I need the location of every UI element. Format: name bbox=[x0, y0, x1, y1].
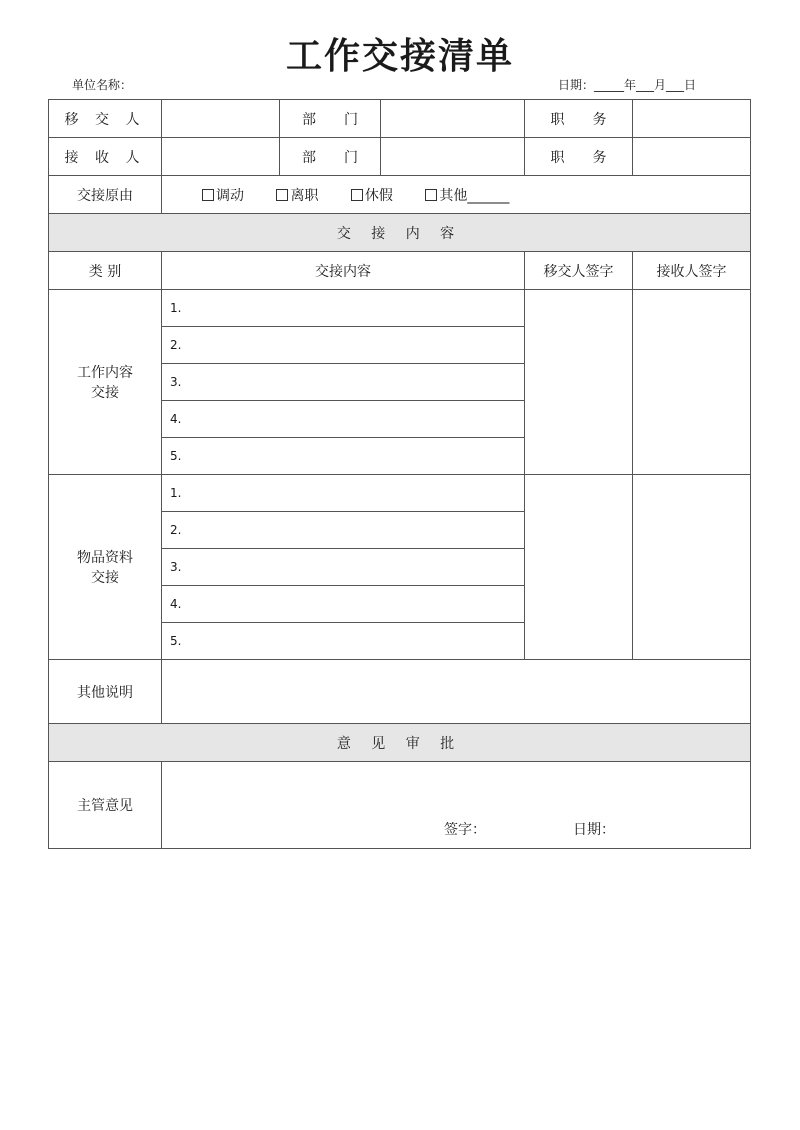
other-notes-field[interactable] bbox=[162, 660, 751, 724]
receiver-department-label: 部 门 bbox=[280, 138, 381, 176]
reason-row bbox=[49, 176, 751, 214]
work-item-5[interactable]: 5. bbox=[162, 438, 525, 475]
work-item-1[interactable]: 1. bbox=[162, 290, 525, 327]
reason-label: 交接原由 bbox=[49, 176, 162, 214]
reason-options bbox=[162, 176, 751, 214]
handover-position-label: 职 务 bbox=[525, 100, 633, 138]
work-item-3[interactable]: 3. bbox=[162, 364, 525, 401]
approval-date-label: 日期： bbox=[573, 822, 615, 838]
receiver-position-field[interactable] bbox=[633, 138, 751, 176]
handover-sign-header: 移交人签字 bbox=[525, 252, 633, 290]
other-notes-row bbox=[49, 660, 751, 724]
handover-department-label: 部 门 bbox=[280, 100, 381, 138]
content-section-row bbox=[49, 214, 751, 252]
signature-label: 签字： bbox=[444, 822, 486, 838]
checkbox-icon[interactable] bbox=[425, 189, 437, 201]
checkbox-icon[interactable] bbox=[202, 189, 214, 201]
handover-department-field[interactable] bbox=[381, 100, 525, 138]
material-item-row bbox=[49, 475, 751, 512]
material-handover-sign-field[interactable] bbox=[525, 475, 633, 660]
receiver-sign-header: 接收人签字 bbox=[633, 252, 751, 290]
handover-person-label: 移 交 人 bbox=[49, 100, 162, 138]
material-item-3[interactable]: 3. bbox=[162, 549, 525, 586]
column-header-row bbox=[49, 252, 751, 290]
material-item-1[interactable]: 1. bbox=[162, 475, 525, 512]
approval-section-row bbox=[49, 724, 751, 762]
receiver-person-field[interactable] bbox=[162, 138, 280, 176]
work-receiver-sign-field[interactable] bbox=[633, 290, 751, 475]
work-item-row bbox=[49, 290, 751, 327]
checkbox-icon[interactable] bbox=[276, 189, 288, 201]
receiver-person-row bbox=[49, 138, 751, 176]
handover-form-table bbox=[48, 99, 751, 849]
material-item-5[interactable]: 5. bbox=[162, 623, 525, 660]
reason-option-transfer[interactable]: 调动 bbox=[202, 185, 244, 205]
material-item-2[interactable]: 2. bbox=[162, 512, 525, 549]
other-notes-label: 其他说明 bbox=[49, 660, 162, 724]
reason-option-leave[interactable]: 休假 bbox=[351, 185, 393, 205]
approval-section-header: 意 见 审 批 bbox=[49, 724, 751, 762]
material-group-label: 物品资料 交接 bbox=[49, 475, 162, 660]
page-title: 工作交接清单 bbox=[285, 36, 514, 77]
unit-name-label: 单位名称： bbox=[72, 78, 133, 92]
receiver-department-field[interactable] bbox=[381, 138, 525, 176]
reason-option-resign[interactable]: 离职 bbox=[276, 185, 318, 205]
category-header: 类 别 bbox=[49, 252, 162, 290]
material-receiver-sign-field[interactable] bbox=[633, 475, 751, 660]
supervisor-opinion-field[interactable] bbox=[162, 762, 751, 849]
receiver-person-label: 接 收 人 bbox=[49, 138, 162, 176]
content-header: 交接内容 bbox=[162, 252, 525, 290]
work-item-4[interactable]: 4. bbox=[162, 401, 525, 438]
work-group-label: 工作内容 交接 bbox=[49, 290, 162, 475]
handover-position-field[interactable] bbox=[633, 100, 751, 138]
date-label: 日期：_____年___月___日 bbox=[558, 78, 697, 92]
supervisor-row bbox=[49, 762, 751, 849]
handover-person-row bbox=[49, 100, 751, 138]
content-section-header: 交 接 内 容 bbox=[49, 214, 751, 252]
material-item-4[interactable]: 4. bbox=[162, 586, 525, 623]
work-item-2[interactable]: 2. bbox=[162, 327, 525, 364]
checkbox-icon[interactable] bbox=[351, 189, 363, 201]
receiver-position-label: 职 务 bbox=[525, 138, 633, 176]
reason-option-other[interactable]: 其他______ bbox=[425, 185, 509, 205]
supervisor-label: 主管意见 bbox=[49, 762, 162, 849]
handover-person-field[interactable] bbox=[162, 100, 280, 138]
work-handover-sign-field[interactable] bbox=[525, 290, 633, 475]
